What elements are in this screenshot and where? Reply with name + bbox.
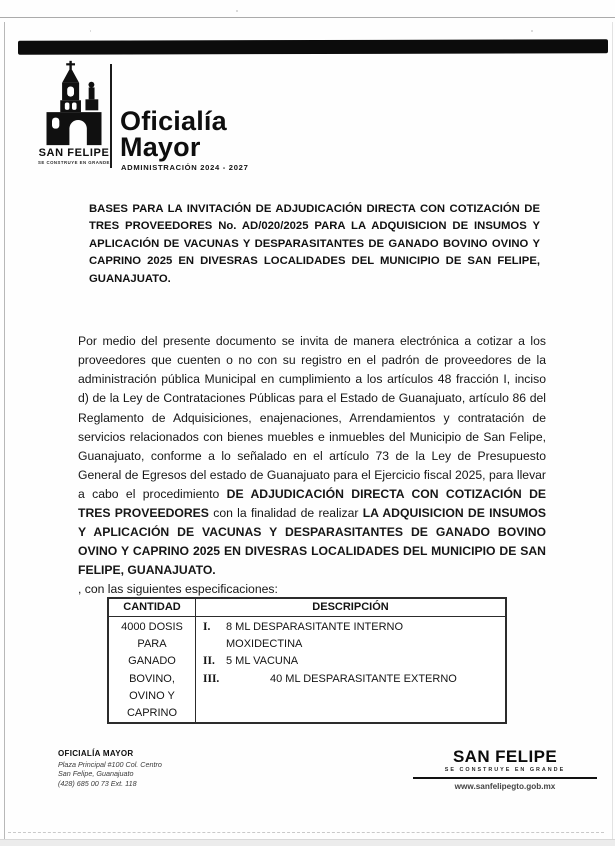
logo-tagline: SE CONSTRUYE EN GRANDE [38,160,110,165]
document-title: BASES PARA LA INVITACIÓN DE ADJUDICACIÓN DIRECTA CON COTIZACIÓN DE TRES PROVEEDORES No. AD/020/2025 PARA LA ADQUISICION DE INSUMOS Y APLICACIÓN DE VACUNAS Y DESPARASITANTES DE GANADO BOVINO OVINO Y CAPRINO 2025 EN DIVESRAS LOCALIDADES DEL MUNICIPIO DE SAN FELIPE, GUANAJUATO. [89,203,540,285]
column-header-descripcion: DESCRIPCIÓN [312,601,389,613]
body-paragraph [78,332,546,580]
footer-brand-block [405,748,605,791]
item-numeral: III. [203,672,220,685]
cantidad-cell [109,617,196,722]
cantidad-line: GANADO [128,655,176,668]
office-title-line1: Oficialía [120,106,227,136]
cantidad-line: 4000 DOSIS [121,621,183,633]
item-numeral: II. [203,655,215,668]
description-item [196,619,505,653]
body-text-bold: LA ADQUISICION DE INSUMOS Y APLICACIÓN DE VACUNAS Y DESPARASITANTES DE GANADO BOVINO OVINO Y CAPRINO 2025 EN DIVESRAS LOCALIDADES DEL MUNICIPIO DE SAN FELIPE, GUANAJUATO. [78,506,547,578]
footer-address-line2: San Felipe, Guanajuato [58,769,134,779]
scan-black-bar [18,39,608,55]
footer-rule [413,777,597,779]
column-header-cantidad: CANTIDAD [109,599,196,616]
cantidad-line: CAPRINO [126,707,178,720]
scan-speck [531,30,533,32]
item-text-line: 8 ML DESPARASITANTE INTERNO [226,621,404,633]
description-item [196,671,505,688]
footer-office-title: OFICIALÍA MAYOR [58,749,134,758]
header-divider [110,64,112,168]
san-felipe-logo [38,60,110,165]
scan-edge-left [4,22,5,840]
logo-name: SAN FELIPE [38,147,110,159]
office-title [120,108,227,160]
scan-speck [90,30,91,32]
item-text [224,619,403,653]
item-numeral: I. [203,621,211,633]
footer-address-line1: Plaza Principal #100 Col. Centro [58,760,162,769]
footer-address [58,760,162,788]
scan-speck [236,10,238,12]
scan-edge-right [612,22,613,840]
cantidad-line: OVINO Y [129,689,175,702]
office-title-line2: Mayor [120,132,201,162]
footer-brand: SAN FELIPE [452,747,558,766]
item-text: 40 ML DESPARASITANTE EXTERNO [270,672,457,685]
description-item [196,653,505,670]
cantidad-line: PARA [137,638,167,651]
specifications-lead-line: , con las siguientes especificaciones: [78,582,278,596]
item-text: 5 ML VACUNA [226,655,299,668]
cantidad-line: BOVINO, [129,672,175,685]
footer-contact-block [58,749,162,788]
footer-website: www.sanfelipegto.gob.mx [454,782,556,791]
descripcion-cell [196,617,505,722]
scan-edge-bottom [0,839,615,846]
footer-phone: (428) 685 00 73 Ext. 118 [58,778,137,788]
item-text-line: MOXIDECTINA [226,638,303,651]
body-text-bold: DE ADJUDICACIÓN DIRECTA CON COTIZACIÓN DE TRES PROVEEDORES [78,486,547,521]
table-row [109,617,505,722]
body-text: con la finalidad de realizar [208,506,363,521]
administration-label: ADMINISTRACIÓN 2024 - 2027 [121,163,249,172]
body-text: Por medio del presente documento se invita de manera electrónica a cotizar a los proveedores que cuenten o no con su registro en el padrón de proveedores de la administración pública Municipal en cumplimiento a los artículos 48 fracción I, inciso d) de la Ley de Contrataciones Públicas para el Estado de Guanajuato, artículo 86 del Reglamento de Adquisiciones, enajenaciones, Arrendamientos y contratación de servicios relacionados con bienes muebles e inmuebles del Municipio de San Felipe, Guanajuato, conforme a lo señalado en el artículo 73 de la Ley de Presupuesto General de Egresos del estado de Guanajuato para el Ejercicio fiscal 2025, para llevar a cabo el procedimiento [78,334,546,501]
specifications-table [107,597,507,724]
church-icon [41,60,107,146]
scan-dashed-line [8,832,604,833]
scan-edge-top [0,17,615,18]
table-header-row [109,599,505,617]
footer-brand-tagline: SE CONSTRUYE EN GRANDE [444,767,566,773]
